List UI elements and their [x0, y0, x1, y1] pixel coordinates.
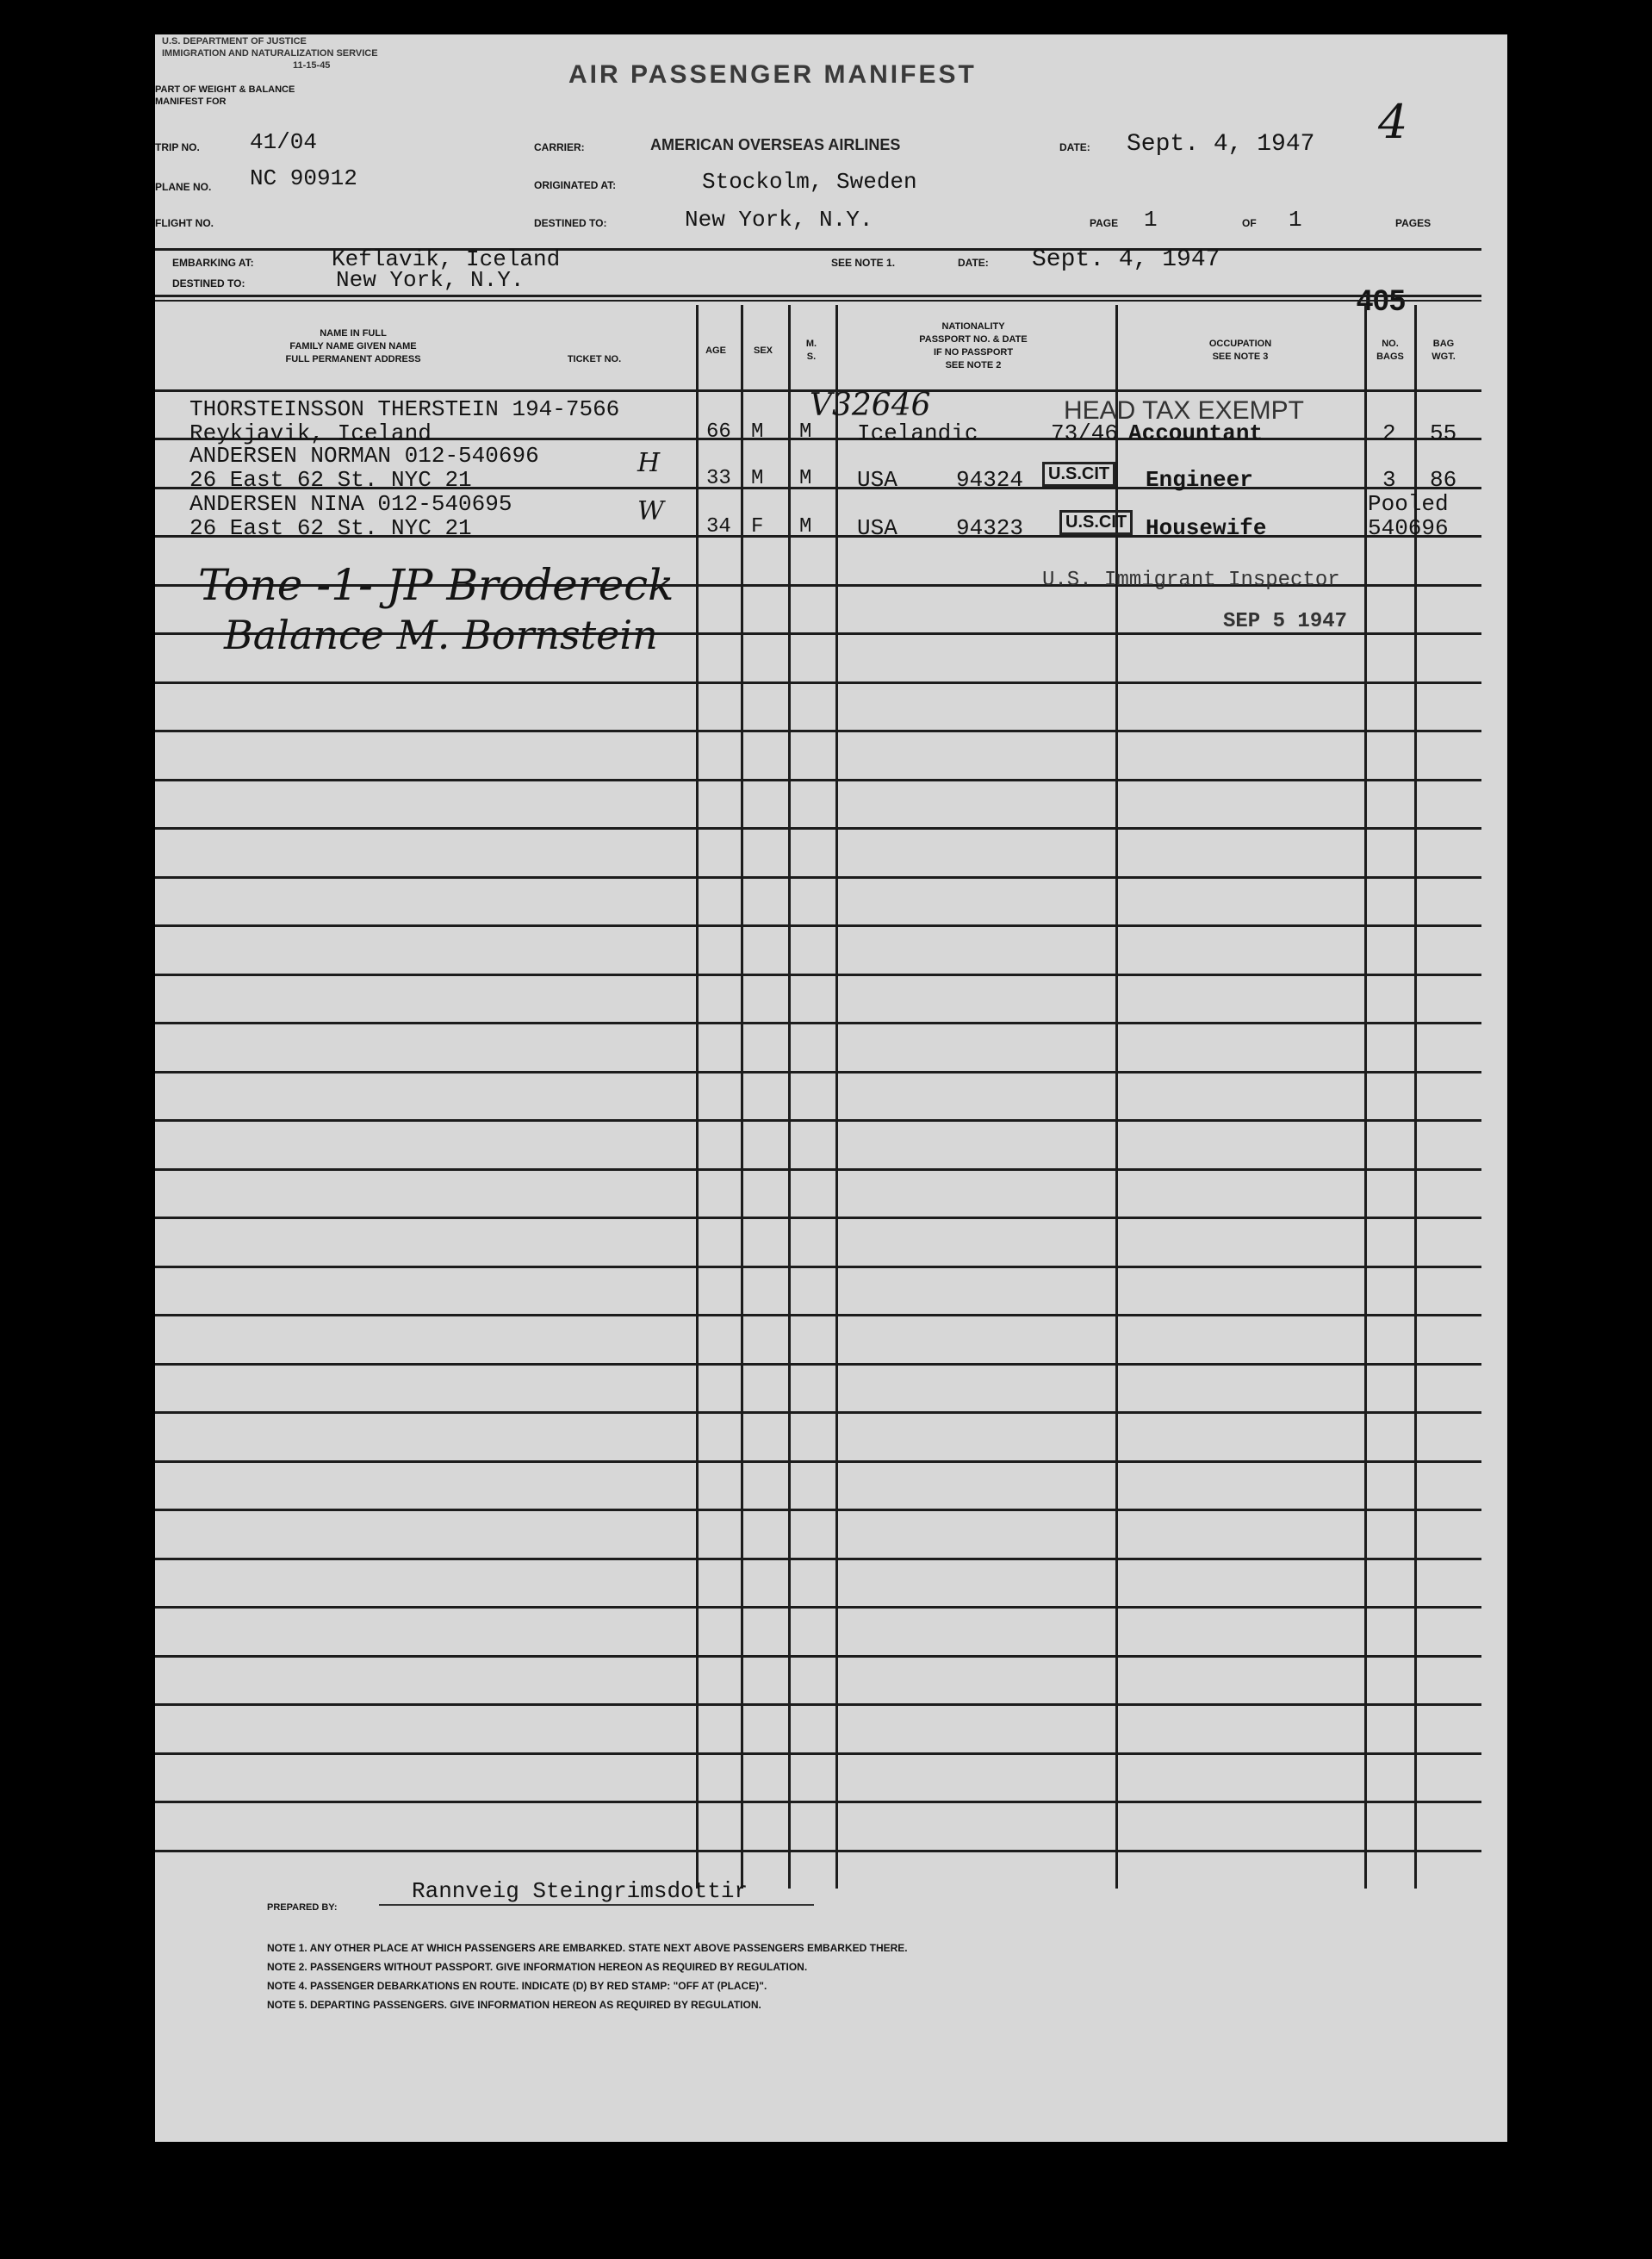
passenger-handwritten: V32646	[810, 388, 931, 423]
table-row-line	[155, 681, 1481, 684]
table-row-line	[155, 779, 1481, 781]
manifest-page	[155, 34, 1507, 2142]
col-weight-1: BAG	[1432, 339, 1455, 349]
embark-destined-value: New York, N.Y.	[336, 267, 525, 293]
page-label: PAGE	[1090, 217, 1119, 229]
col-nat-4: SEE NOTE 2	[945, 360, 1002, 370]
handwritten-note-1: Tone -1- JP Brodereck	[198, 560, 674, 610]
passenger-occupation: Housewife	[1146, 515, 1267, 541]
passenger-sex: M	[751, 420, 764, 444]
passenger-ms: M	[799, 515, 812, 538]
passenger-weight: 86	[1430, 467, 1457, 493]
passenger-passport: 94324	[956, 467, 1024, 493]
passenger-occupation: Engineer	[1146, 467, 1253, 493]
passenger-address: 26 East 62 St. NYC 21	[189, 467, 472, 493]
col-bags-1: NO.	[1382, 339, 1399, 349]
of-label: OF	[1242, 217, 1257, 229]
pages-label: PAGES	[1395, 217, 1432, 229]
corner-mark: 4	[1378, 95, 1408, 149]
trip-no-value: 41/04	[250, 129, 318, 155]
agency-line2: IMMIGRATION AND NATURALIZATION SERVICE	[162, 48, 378, 59]
col-occ-1: OCCUPATION	[1208, 339, 1272, 349]
table-row-line	[155, 1217, 1481, 1219]
handwritten-note-2: Balance M. Bornstein	[224, 612, 658, 658]
inspector-stamp: U.S. Immigrant Inspector	[1042, 569, 1340, 592]
passenger-nationality: Icelandic	[857, 420, 978, 446]
table-row-line	[155, 1752, 1481, 1755]
col-nat-3: IF NO PASSPORT	[933, 347, 1014, 358]
table-row-line	[155, 1558, 1481, 1560]
destined-value: New York, N.Y.	[685, 207, 873, 233]
note-1: NOTE 1. ANY OTHER PLACE AT WHICH PASSENGERS ARE EMBARKED. STATE NEXT ABOVE PASSENGERS EMBARKED THERE.	[267, 1942, 908, 1954]
table-row-line	[155, 1411, 1481, 1414]
passenger-name: ANDERSEN NINA 012-540695	[189, 491, 512, 517]
passenger-nationality: USA	[857, 515, 897, 541]
col-sex: SEX	[753, 345, 773, 356]
note1-label: SEE NOTE 1.	[831, 257, 896, 269]
embark-destined-label: DESTINED TO:	[172, 277, 245, 289]
passenger-weight: 540696	[1368, 515, 1449, 541]
plane-no-value: NC 90912	[250, 165, 357, 191]
col-weight-2: WGT.	[1432, 352, 1456, 362]
col-ms-2: S.	[806, 352, 817, 362]
passenger-stamp: HEAD TAX EXEMPT	[1064, 396, 1304, 425]
note-4: NOTE 4. PASSENGER DEBARKATIONS EN ROUTE. INDICATE (D) BY RED STAMP: "OFF AT (PLACE)".	[267, 1980, 767, 1992]
col-nat-2: PASSPORT NO. & DATE	[919, 334, 1028, 345]
passenger-stamp: U.S.CIT	[1042, 462, 1115, 487]
table-row-line	[155, 1655, 1481, 1658]
table-row-line	[155, 1363, 1481, 1366]
passenger-handwritten: H	[637, 448, 661, 478]
carrier-value: AMERICAN OVERSEAS AIRLINES	[650, 136, 901, 153]
table-row-line	[155, 1119, 1481, 1122]
passenger-sex: F	[751, 515, 764, 538]
col-bags-2: BAGS	[1376, 352, 1404, 362]
passenger-handwritten: W	[637, 496, 664, 526]
col-name-2: FAMILY NAME GIVEN NAME	[289, 341, 417, 352]
table-row-line	[155, 1460, 1481, 1463]
table-row-line	[155, 1509, 1481, 1511]
date-label: DATE:	[1059, 141, 1090, 153]
of-value: 1	[1289, 207, 1302, 233]
passenger-ms: M	[799, 467, 812, 490]
manifest-for-label: MANIFEST FOR	[155, 96, 227, 107]
originated-label: ORIGINATED AT:	[534, 179, 617, 191]
destined-label: DESTINED TO:	[534, 217, 607, 229]
passenger-nationality: USA	[857, 467, 897, 493]
passenger-bags: Pooled	[1368, 491, 1449, 517]
passenger-ms: M	[799, 420, 812, 444]
passenger-bags: 3	[1382, 467, 1396, 493]
page-title: AIR PASSENGER MANIFEST	[568, 60, 977, 89]
col-occ-2: SEE NOTE 3	[1212, 352, 1269, 362]
table-row-line	[155, 1606, 1481, 1609]
table-row-line	[155, 1168, 1481, 1171]
col-ticket: TICKET NO.	[567, 354, 622, 364]
col-nat-1: NATIONALITY	[941, 321, 1005, 332]
table-row-line	[155, 924, 1481, 927]
col-name-1: NAME IN FULL	[320, 328, 387, 339]
table-row-line	[155, 1703, 1481, 1706]
stamp-date: SEP 5 1947	[1223, 610, 1348, 633]
flight-no-label: FLIGHT NO.	[155, 217, 214, 229]
table-row-line	[155, 1314, 1481, 1316]
passenger-stamp: U.S.CIT	[1059, 510, 1133, 535]
trip-no-label: TRIP NO.	[155, 141, 200, 153]
table-row-line	[155, 974, 1481, 976]
passenger-age: 34	[706, 515, 731, 538]
passenger-bags: 2	[1382, 420, 1396, 446]
passenger-age: 33	[706, 467, 731, 490]
carrier-label: CARRIER:	[534, 141, 585, 153]
embarking-value: Keflavik, Iceland	[332, 246, 561, 272]
table-row-line	[155, 1071, 1481, 1073]
originated-value: Stockolm, Sweden	[702, 169, 917, 195]
passenger-passport: 73/46	[1051, 420, 1119, 446]
passenger-name: ANDERSEN NORMAN 012-540696	[189, 443, 539, 469]
form-date: 11-15-45	[293, 60, 331, 71]
embark-date-value: Sept. 4, 1947	[1032, 246, 1220, 273]
table-row-line	[155, 1022, 1481, 1024]
col-name-3: FULL PERMANENT ADDRESS	[285, 354, 421, 364]
plane-no-label: PLANE NO.	[155, 181, 212, 193]
passenger-age: 66	[706, 420, 731, 444]
page-value: 1	[1144, 207, 1158, 233]
embark-date-label: DATE:	[958, 257, 989, 269]
embarking-label: EMBARKING AT:	[172, 257, 254, 269]
table-row-line	[155, 1266, 1481, 1268]
col-ms-1: M.	[805, 339, 817, 349]
passenger-sex: M	[751, 467, 764, 490]
table-row-line	[155, 730, 1481, 732]
table-row-line	[155, 827, 1481, 830]
table-row-line	[155, 876, 1481, 879]
passenger-passport: 94323	[956, 515, 1024, 541]
date-value: Sept. 4, 1947	[1127, 131, 1315, 158]
passenger-name: THORSTEINSSON THERSTEIN 194-7566	[189, 396, 620, 422]
prepared-label: PREPARED BY:	[267, 1902, 338, 1913]
col-age: AGE	[705, 345, 726, 356]
passenger-occupation: Accountant	[1128, 420, 1264, 446]
note-5: NOTE 5. DEPARTING PASSENGERS. GIVE INFORMATION HEREON AS REQUIRED BY REGULATION.	[267, 1999, 761, 2011]
passenger-address: 26 East 62 St. NYC 21	[189, 515, 472, 541]
passenger-weight: 55	[1430, 420, 1457, 446]
table-row-line	[155, 1801, 1481, 1803]
table-row-line	[155, 1850, 1481, 1852]
part-of-label: PART OF WEIGHT & BALANCE	[155, 84, 295, 95]
agency-line1: U.S. DEPARTMENT OF JUSTICE	[162, 36, 307, 47]
prepared-by: Rannveig Steingrimsdottir	[412, 1878, 748, 1904]
passenger-address: Reykjavik, Iceland	[189, 420, 432, 446]
note-2: NOTE 2. PASSENGERS WITHOUT PASSPORT. GIVE INFORMATION HEREON AS REQUIRED BY REGULATION.	[267, 1961, 808, 1973]
